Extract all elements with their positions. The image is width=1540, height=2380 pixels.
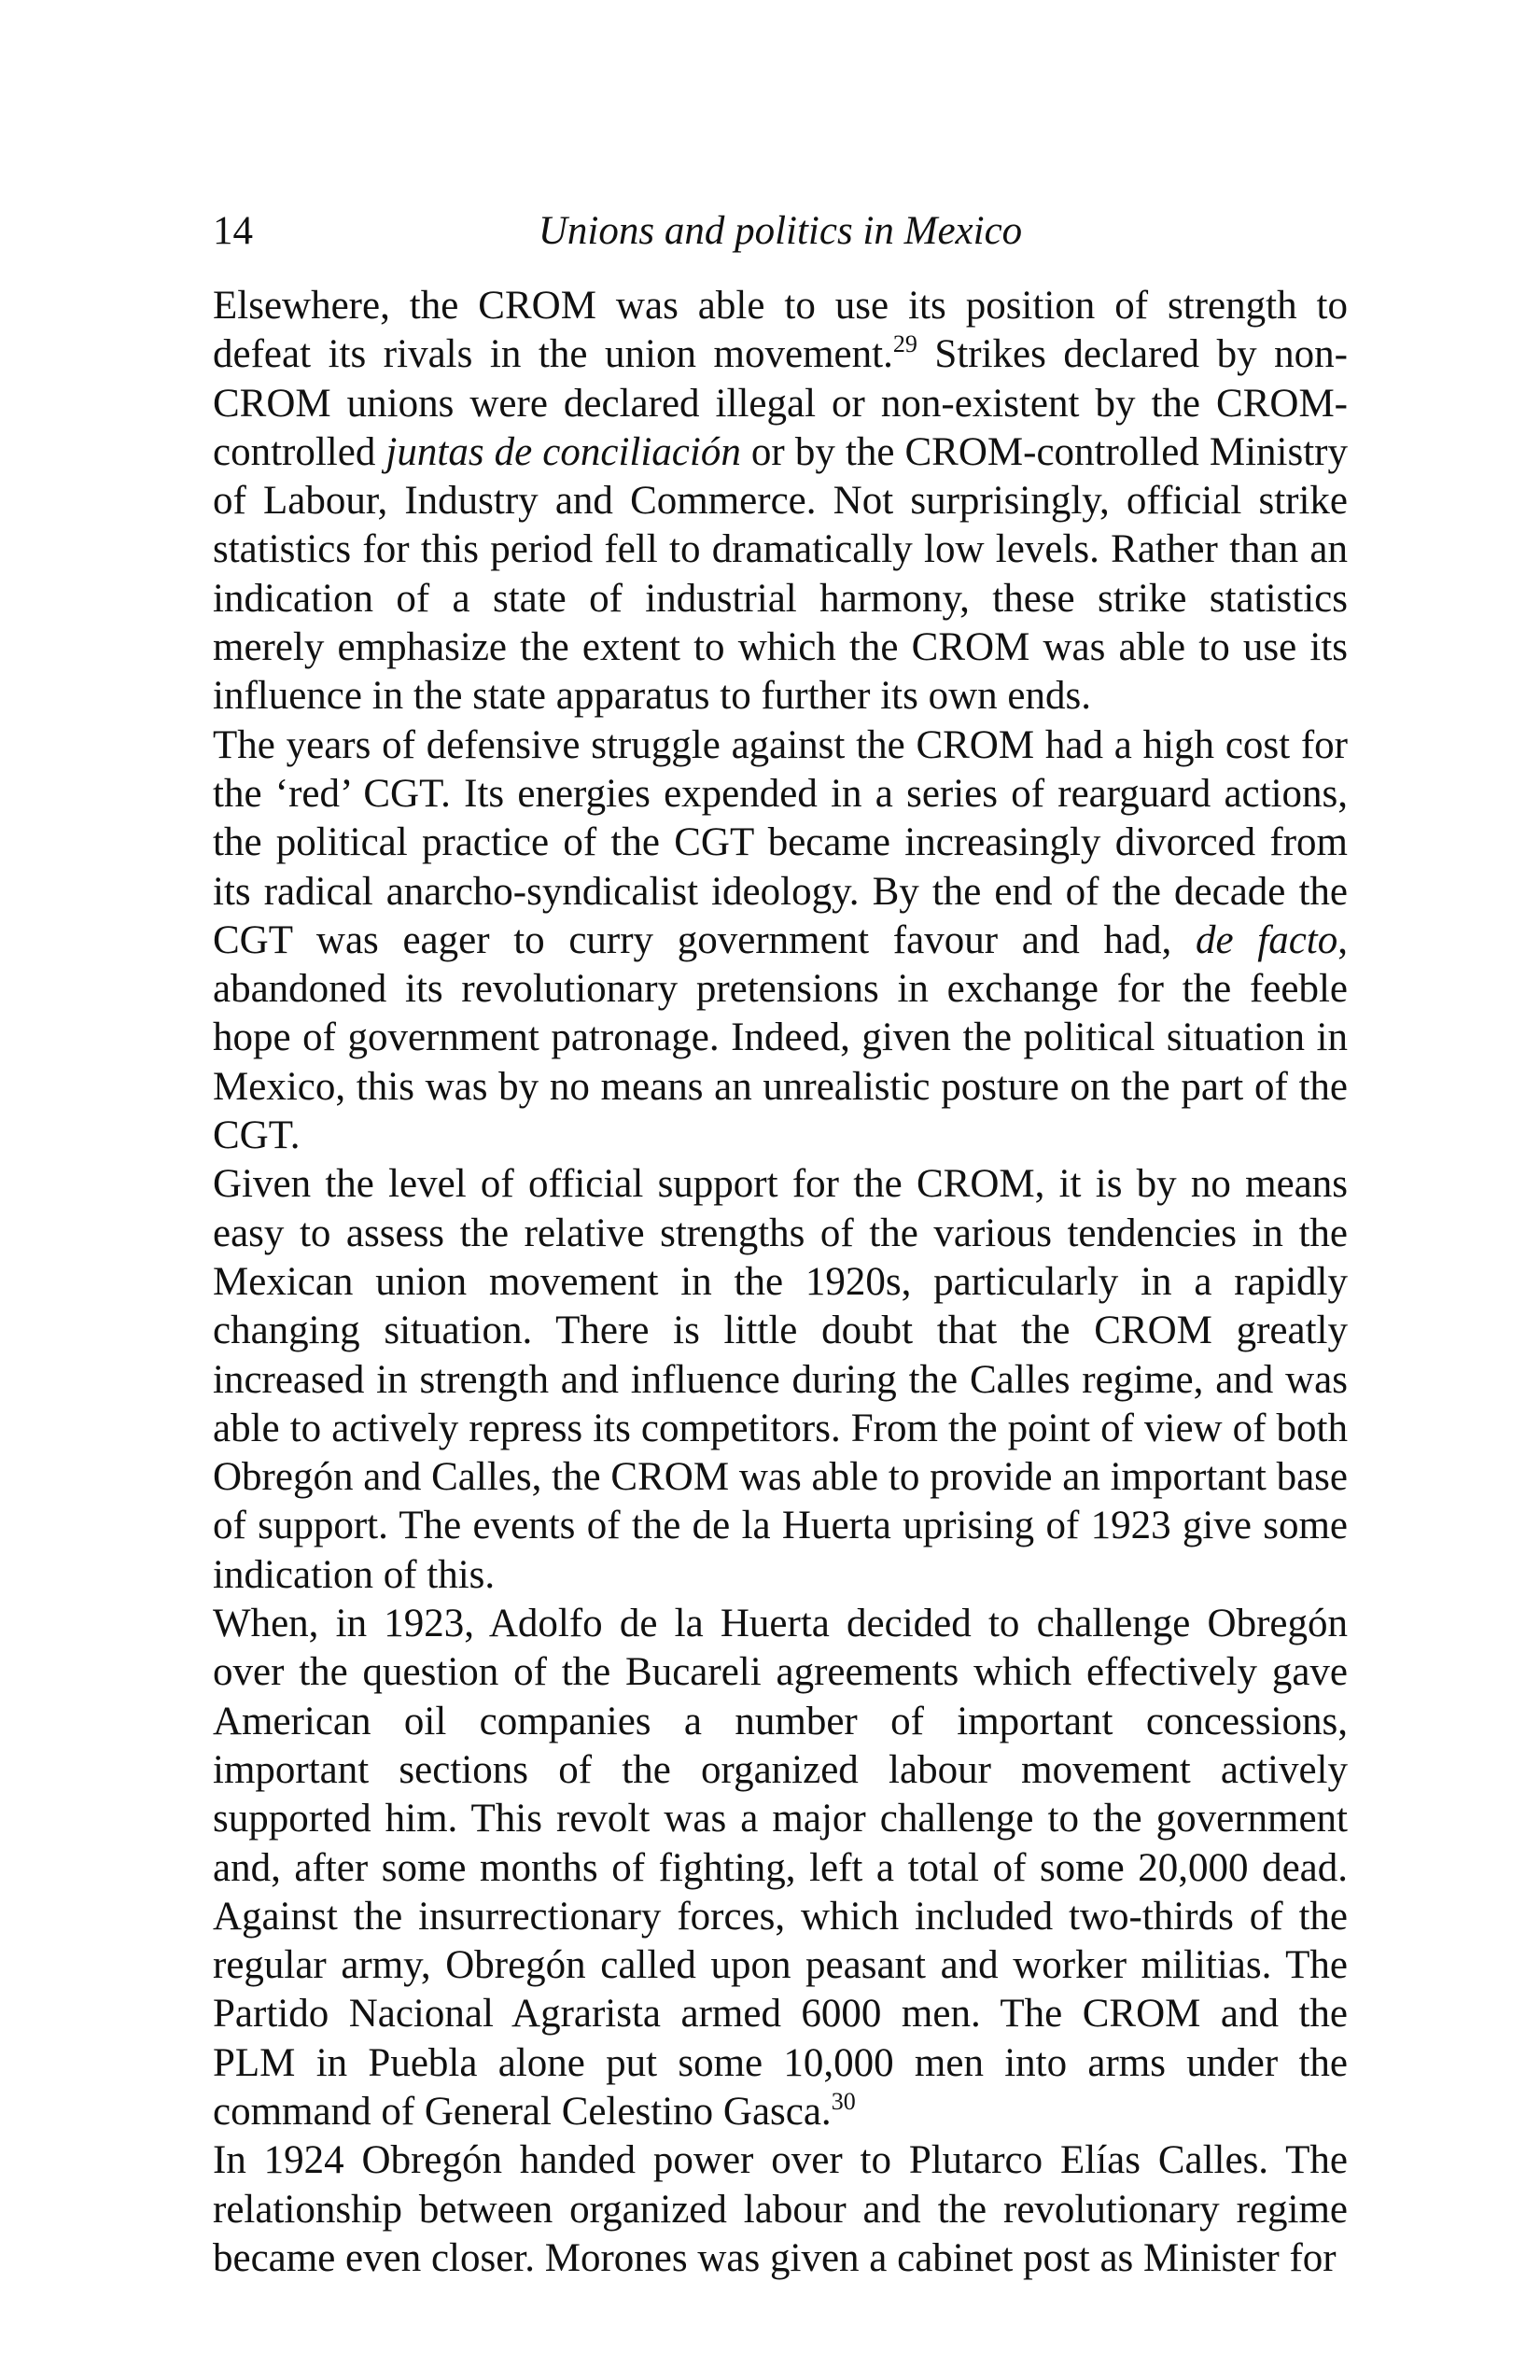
body-text	[213, 282, 1348, 2283]
paragraph-2-text-a: The years of defensive struggle against the CROM had a high cost for the ‘red’ CGT. Its energies expended in a series of rearguard actions, the political practice of the CGT became increasingly divorced from its radical anarcho-syndicalist ideology. By the end of the decade the CGT was eager to curry government favour and had,	[213, 722, 1348, 962]
page-number: 14	[213, 209, 253, 253]
paragraph-2-text-b: , abandoned its revolutionary pretensions in exchange for the feeble hope of government patronage. Indeed, given the political situation in Mexico, this was by no means an unrealistic posture on the part of the CGT.	[213, 917, 1348, 1158]
footnote-ref-29: 29	[892, 330, 917, 358]
paragraph-2-italic: de facto	[1196, 917, 1338, 962]
paragraph-5	[213, 2136, 1348, 2283]
paragraph-1-text-c: or by the CROM-controlled Ministry of Labour, Industry and Commerce. Not surprisingly, official strike statistics for this period fell to dramatically low levels. Rather than an indication of a state of industrial harmony, these strike statistics merely emphasize the extent to which the CROM was able to use its influence in the state apparatus to further its own ends.	[213, 429, 1349, 719]
paragraph-1-italic: juntas de conciliación	[385, 429, 741, 474]
paragraph-2	[213, 721, 1348, 1161]
running-title: Unions and politics in Mexico	[538, 209, 1023, 253]
paragraph-1-text-b: Strikes declared by non-CROM unions were declared illegal or non-existent by the CROM-controlled	[213, 332, 1349, 474]
footnote-ref-30: 30	[831, 2087, 856, 2115]
running-header	[213, 203, 1348, 259]
paragraph-3-text: Given the level of official support for the CROM, it is by no means easy to assess the relative strengths of the various tendencies in the Mexican union movement in the 1920s, particularly in a rapidly changing situation. There is little doubt that the CROM greatly increased in strength and influence during the Calles regime, and was able to actively repress its competitors. From the point of view of both Obregón and Calles, the CROM was able to provide an important base of support. The events of the de la Huerta uprising of 1923 give some indication of this.	[213, 1162, 1348, 1597]
paragraph-4-text: When, in 1923, Adolfo de la Huerta decided to challenge Obregón over the question of the Bucareli agreements which effectively gave American oil companies a number of important concessions, important sections of the organized labour movement actively supported him. This revolt was a major challenge to the government and, after some months of fighting, left a total of some 20,000 dead. Against the insurrectionary forces, which included two-thirds of the regular army, Obregón called upon peasant and worker militias. The Partido Nacional Agrarista armed 6000 men. The CROM and the PLM in Puebla alone put some 10,000 men into arms under the command of General Celestino Gasca.	[213, 1602, 1348, 2134]
paragraph-4	[213, 1600, 1348, 2136]
paragraph-1	[213, 282, 1348, 721]
paragraph-3	[213, 1160, 1348, 1600]
paragraph-5-text: In 1924 Obregón handed power over to Plutarco Elías Calles. The relationship between organized labour and the revolutionary regime became even closer. Morones was given a cabinet post as Minister for	[213, 2138, 1348, 2280]
paragraph-1-text-a: Elsewhere, the CROM was able to use its position of strength to defeat its rivals in the union movement.	[213, 284, 1348, 377]
